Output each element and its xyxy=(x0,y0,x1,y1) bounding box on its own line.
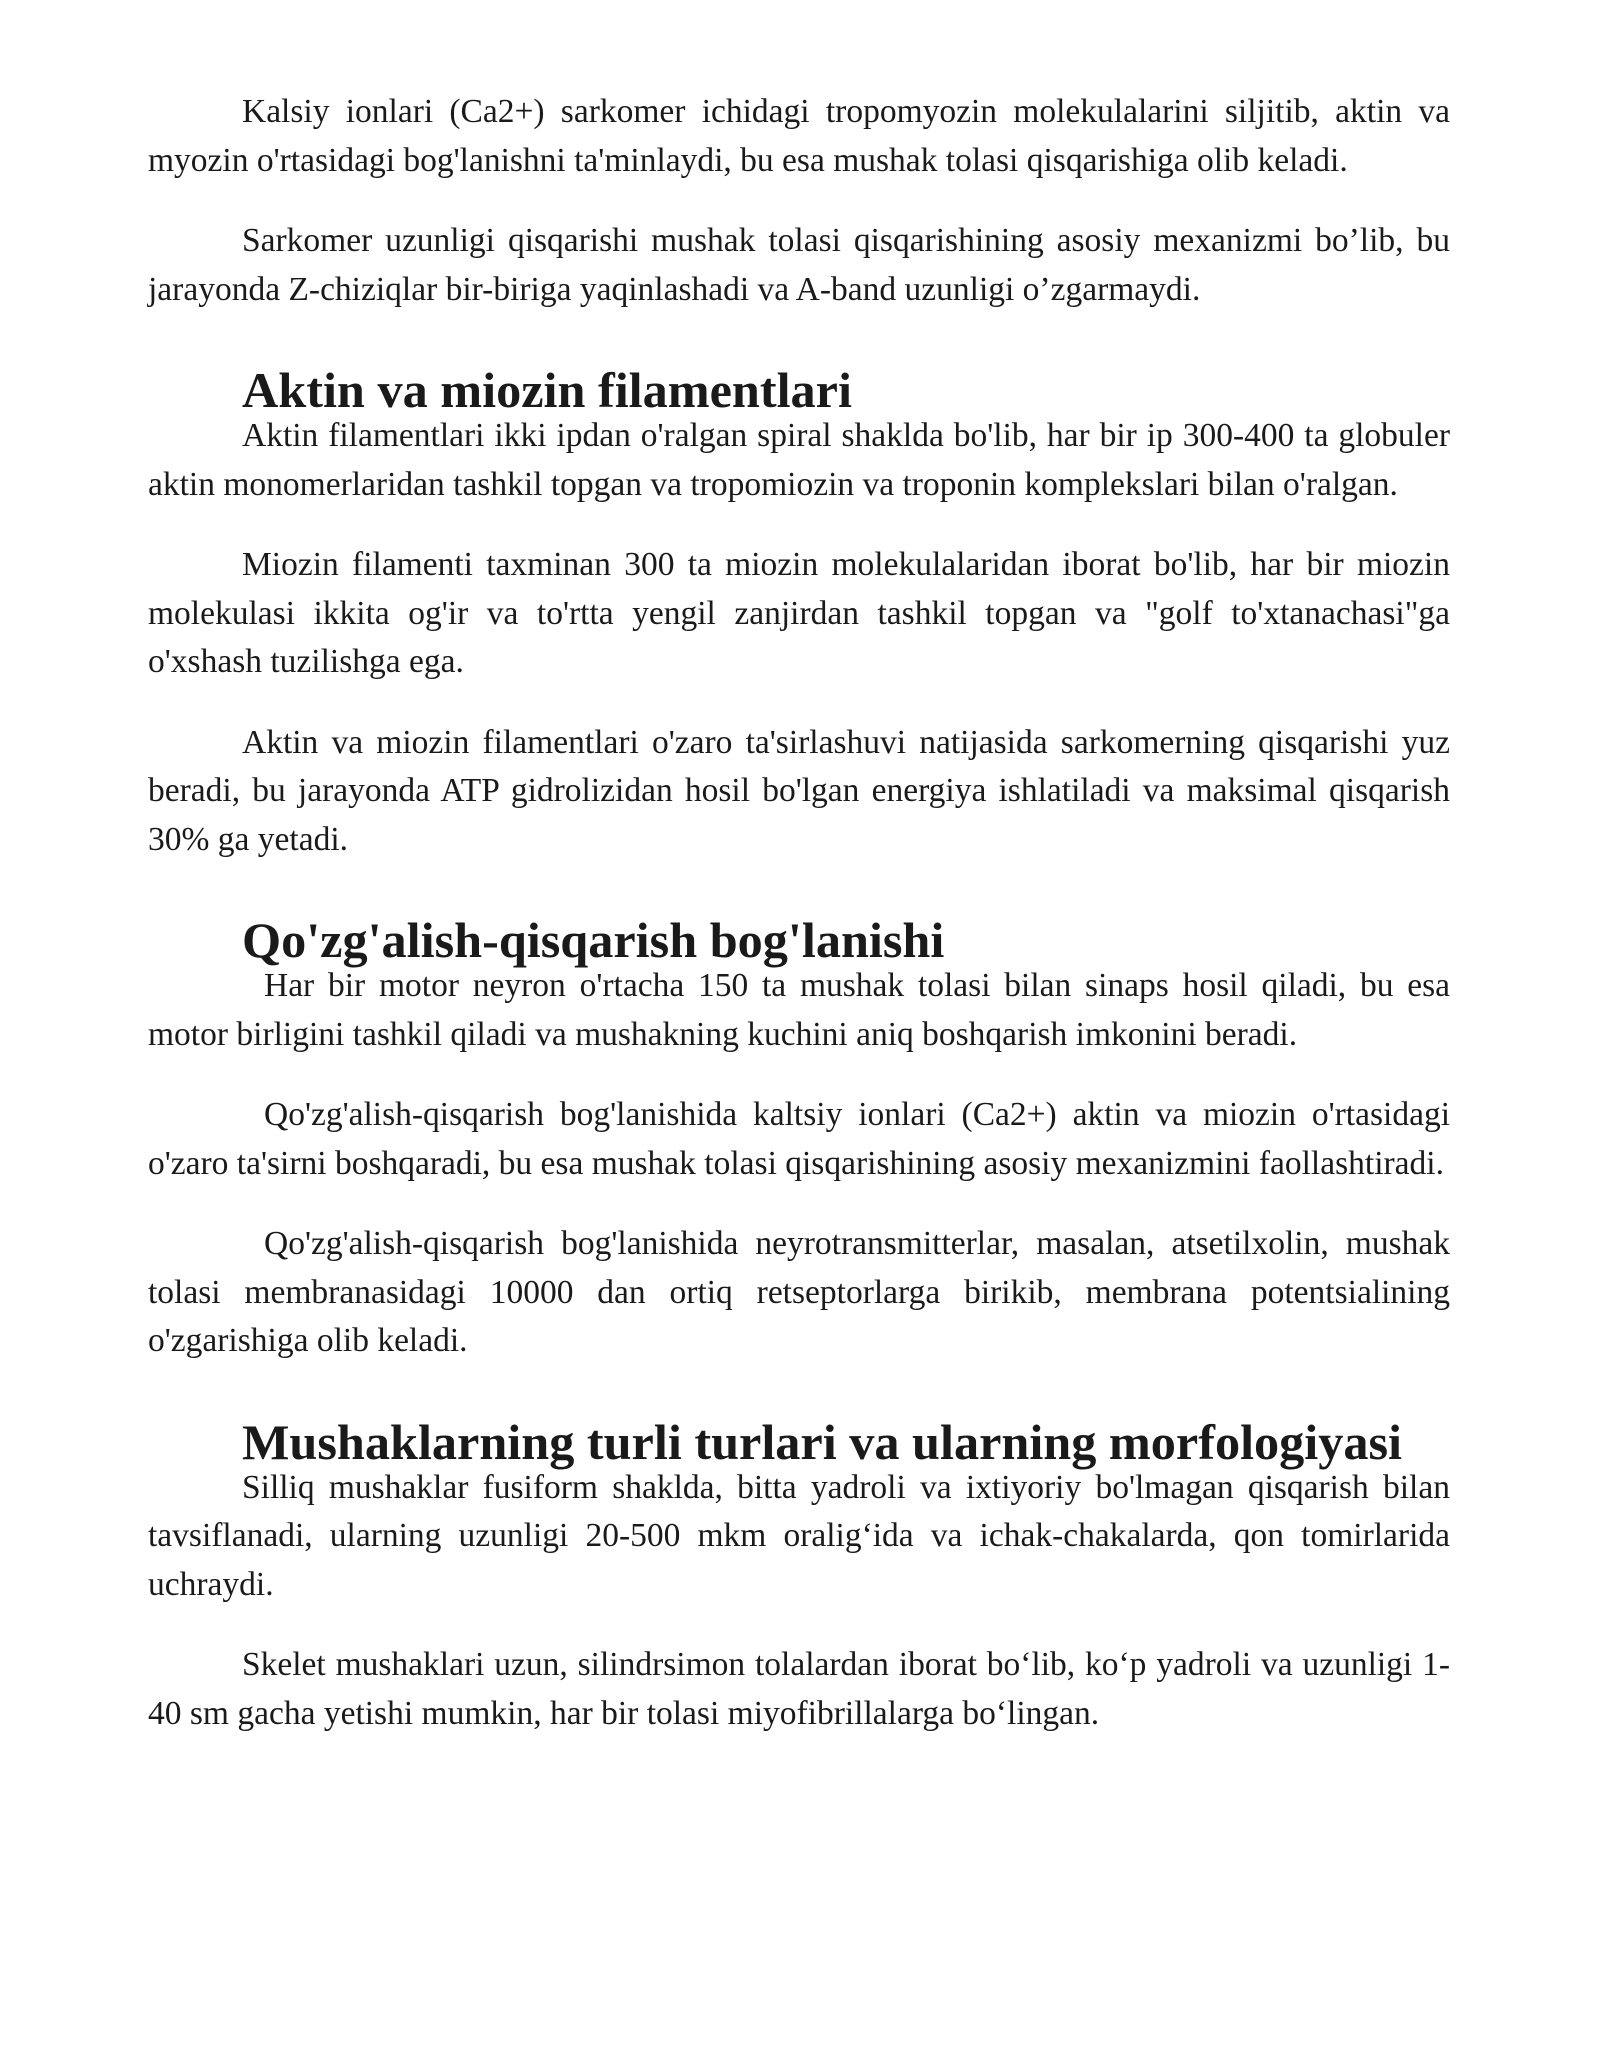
paragraph-calcium-coupling: Qo'zg'alish-qisqarish bog'lanishida kaltsiy ionlari (Ca2+) aktin va miozin o'rtasidagi o'zaro ta'sirni boshqaradi, bu esa mushak tolasi qisqarishining asosiy mexanizmini faollashtiradi. xyxy=(148,1096,1450,1182)
section-heading-filaments: Aktin va miozin filamentlari xyxy=(242,362,852,418)
document-page xyxy=(148,88,1450,1770)
paragraph-actin-filaments: Aktin filamentlari ikki ipdan o'ralgan spiral shakldа bo'lib, har bir ip 300-400 ta globuler aktin monomerlaridan tashkil topgan va tropomiozin va troponin komplekslari bilan o'ralgan. xyxy=(148,417,1450,503)
section-coupling xyxy=(148,912,1450,1366)
section-muscle-types xyxy=(148,1413,1450,1739)
paragraph-neurotransmitters: Qo'zg'alish-qisqarish bog'lanishida neyrotransmitterlar, masalan, atsetilxolin, mushak tolasi membranasidagi 10000 dan ortiq retseptorlarga birikib, membrana potentsialining o'zgarishiga olib keladi. xyxy=(148,1225,1450,1359)
section-heading-muscle-types: Mushaklarning turli turlari va ularning morfologiyasi xyxy=(242,1413,1403,1470)
section-heading-coupling: Qo'zg'alish-qisqarish bog'lanishi xyxy=(242,912,945,968)
paragraph-motor-neuron: Har bir motor neyron o'rtacha 150 ta mushak tolasi bilan sinaps hosil qiladi, bu esa motor birligini tashkil qiladi va mushakning kuchini aniq boshqarish imkonini beradi. xyxy=(148,967,1450,1053)
paragraph-skeletal-muscle: Skelet mushaklari uzun, silindrsimon tolalardan iborat bo‘lib, ko‘p yadroli va uzunligi 1-40 sm gacha yetishi mumkin, har bir tolasi miyofibrillalarga bo‘lingan. xyxy=(148,1646,1450,1732)
paragraph-smooth-muscle: Silliq mushaklar fusiform shakldа, bitta yadroli va ixtiyoriy bo'lmagan qisqarish bilan tavsiflanadi, ularning uzunligi 20-500 mkm oralig‘ida va ichak-chakalarda, qon tomirlarida uchraydi. xyxy=(148,1468,1450,1603)
paragraph-calcium-ions: Kalsiy ionlari (Ca2+) sarkomer ichidagi tropomyozin molekulalarini siljitib, aktin va myozin o'rtasidagi bog'lanishni ta'minlaydi, bu esa mushak tolasi qisqarishiga olib keladi. xyxy=(148,93,1450,179)
paragraph-myosin-filament: Miozin filamenti taxminan 300 ta miozin molekulalaridan iborat bo'lib, har bir miozin molekulasi ikkita og'ir va to'rtta yengil zanjirdan tashkil topgan va "golf to'xtanachasi"ga o'xshash tuzilishga ega. xyxy=(148,546,1450,680)
paragraph-filament-interaction: Aktin va miozin filamentlari o'zaro ta'sirlashuvi natijasida sarkomerning qisqarishi yuz beradi, bu jarayonda ATP gidrolizidan hosil bo'lgan energiya ishlatiladi va maksimal qisqarish 30% ga yetadi. xyxy=(148,723,1450,858)
paragraph-sarcomere-shortening: Sarkomer uzunligi qisqarishi mushak tolasi qisqarishining asosiy mexanizmi bo’lib, bu jarayonda Z-chiziqlar bir-biriga yaqinlashadi va A-band uzunligi o’zgarmaydi. xyxy=(148,222,1450,308)
section-filaments xyxy=(148,362,1450,864)
